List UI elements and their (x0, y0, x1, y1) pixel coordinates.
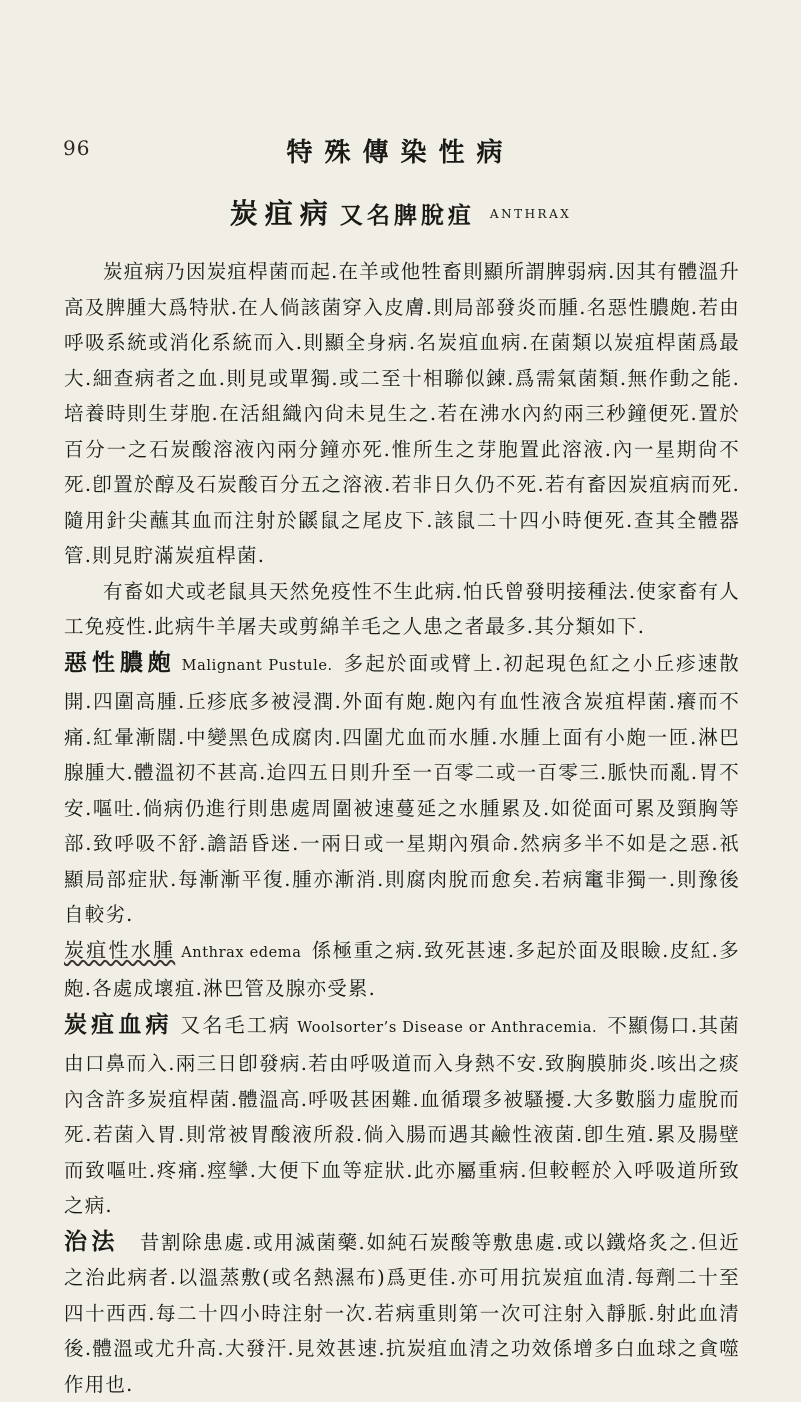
heading-malignant-pustule: 惡性膿皰 (64, 649, 176, 676)
paragraph-treatment (64, 1224, 740, 1402)
heading-malignant-pustule-en: Malignant Pustule. (182, 658, 333, 674)
paragraph-intro: 炭疽病乃因炭疽桿菌而起.在羊或他牲畜則顯所謂脾弱病.因其有體溫升高及脾腫大爲特狀.在人倘該菌穿入皮膚.則局部發炎而腫.名惡性膿皰.若由呼吸系統或消化系統而入.則顯全身病.名炭疽血病.在菌類以炭疽桿菌爲最大.細查病者之血.則見或單獨.或二至十相聯似鍊.爲需氣菌類.無作動之能.培養時則生芽胞.在活組織內尙未見生之.若在沸水內約兩三秒鐘便死.置於百分一之石炭酸溶液內兩分鐘亦死.惟所生之芽胞置此溶液.內一星期尙不死.卽置於醇及石炭酸百分五之溶液.若非日久仍不死.若有畜因炭疽病而死.隨用針尖蘸其血而注射於鼷鼠之尾皮下.該鼠二十四小時便死.查其全體器管.則見貯滿炭疽桿菌. (64, 254, 740, 574)
heading-anthracemia-en: Woolsorter’s Disease or Anthracemia. (297, 1020, 597, 1036)
heading-treatment: 治法 (64, 1228, 119, 1255)
heading-anthrax-edema-en: Anthrax edema (181, 945, 301, 961)
heading-anthrax-edema: 炭疽性水腫 (64, 938, 175, 962)
page-header (0, 132, 801, 172)
page-number: 96 (63, 136, 90, 160)
body-text (64, 254, 740, 1402)
paragraph-anthrax-edema-text: 係極重之病.致死甚速.多起於面及眼瞼.皮紅.多皰.各處成壞疽.淋巴管及腺亦受累. (64, 939, 740, 1001)
running-title: 特殊傳染性病 (0, 132, 801, 169)
paragraph-immunity: 有畜如犬或老鼠具天然免疫性不生此病.怕氏曾發明接種法.使家畜有人工免疫性.此病牛羊屠夫或剪綿羊毛之人患之者最多.其分類如下. (64, 574, 740, 645)
section-title-main: 炭疽病 (230, 197, 335, 230)
heading-anthracemia-alias: 又名毛工病 (180, 1013, 291, 1037)
section-title-alias: 又名脾脫疽 (340, 202, 475, 229)
paragraph-malignant-pustule-text: 多起於面或臂上.初起現色紅之小丘疹速散開.四圍高腫.丘疹底多被浸潤.外面有皰.皰內有血性液含炭疽桿菌.癢而不痛.紅暈漸闊.中變黑色成腐肉.四圍尤血而水腫.水腫上面有小皰一匝.淋巴腺腫大.體溫初不甚高.迨四五日則升至一百零二或一百零三.脈快而亂.胃不安.嘔吐.倘病仍進行則患處周圍被速蔓延之水腫累及.如從面可累及頸胸等部.致呼吸不舒.譫語昏迷.一兩日或一星期內殞命.然病多半不如是之惡.祇顯局部症狀.每漸漸平復.腫亦漸消.則腐肉脫而愈矣.若病竃非獨一.則豫後自較劣. (64, 652, 740, 927)
paragraph-malignant-pustule (64, 645, 740, 933)
section-title-english: ANTHRAX (490, 207, 571, 221)
paragraph-anthracemia (64, 1007, 740, 1224)
heading-anthracemia: 炭疽血病 (64, 1011, 173, 1038)
paragraph-anthracemia-text: 不顯傷口.其菌由口鼻而入.兩三日卽發病.若由呼吸道而入身熱不安.致胸膜肺炎.咳出之痰內含許多炭疽桿菌.體溫高.呼吸甚困難.血循環多被騷擾.大多數腦力虛脫而死.若菌入胃.則常被胃酸液所殺.倘入腸而遇其鹼性液菌.卽生殖.累及腸壁而致嘔吐.疼痛.痙攣.大便下血等症狀.此亦屬重病.但較輕於入呼吸道所致之病. (64, 1014, 740, 1218)
paragraph-anthrax-edema (64, 933, 740, 1007)
paragraph-treatment-text: 昔割除患處.或用滅菌藥.如純石炭酸等敷患處.或以鐵烙炙之.但近之治此病者.以溫蒸敷(或名熱濕布)爲更佳.亦可用抗炭疽血清.每劑二十至四十西西.每二十四小時注射一次.若病重則第一次可注射入靜脈.射此血清後.體溫或尤升高.大發汗.見效甚速.抗炭疽血清之功效係增多白血球之貪噬作用也. (64, 1231, 740, 1396)
section-title (0, 192, 801, 232)
